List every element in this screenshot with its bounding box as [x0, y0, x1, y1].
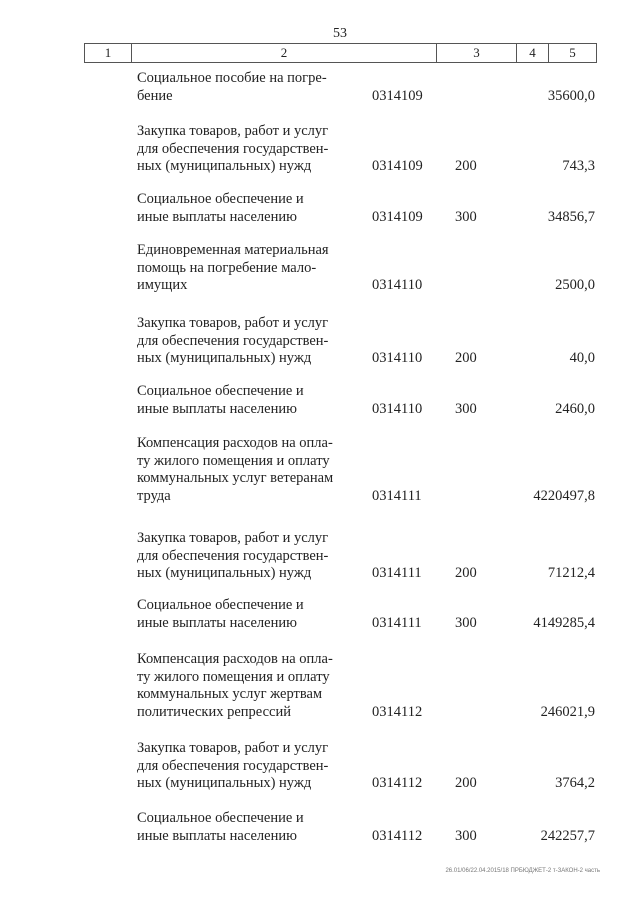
- item-name-line: помощь на погребение мало-: [137, 259, 317, 276]
- item-name: [137, 810, 344, 845]
- item-type: 300: [455, 614, 477, 631]
- item-name-line: имущих: [137, 277, 188, 293]
- page-number: 53: [333, 26, 347, 41]
- item-name: [137, 530, 344, 583]
- footer-stamp: 26.01/06/22.04.2015/18 ПРБЮДЖЕТ-2 т-ЗАКОН-2 часть: [445, 868, 600, 874]
- item-type: 200: [455, 775, 477, 791]
- item-name-line: ту жилого помещения и оплату: [137, 668, 330, 685]
- item-type: 300: [455, 400, 477, 417]
- item-amount: 743,3: [562, 158, 595, 174]
- column-header-1: 1: [85, 44, 132, 62]
- column-header-2: 2: [132, 44, 437, 62]
- column-header-4: 4: [517, 44, 549, 62]
- column-header-3: 3: [437, 44, 517, 62]
- item-name-line: ных (муниципальных) нужд: [137, 565, 312, 581]
- item-name-line: ту жилого помещения и оплату: [137, 452, 330, 469]
- item-name-line: Закупка товаров, работ и услуг: [137, 740, 329, 756]
- item-code: 0314112: [372, 827, 423, 844]
- item-amount: 4149285,4: [533, 614, 595, 631]
- item-name-line: Закупка товаров, работ и услуг: [137, 123, 329, 139]
- item-name-line: Единовременная материальная: [137, 242, 329, 258]
- item-name-line: Социальное обеспечение и: [137, 597, 304, 613]
- item-name-line: коммунальных услуг жертвам: [137, 686, 323, 702]
- item-name-line: иные выплаты населению: [137, 827, 297, 844]
- item-name-line: для обеспечения государствен-: [137, 332, 329, 349]
- item-amount: 2500,0: [555, 277, 595, 293]
- item-code: 0314109: [372, 158, 423, 174]
- item-amount: 242257,7: [540, 827, 595, 844]
- item-name-line: иные выплаты населению: [137, 400, 297, 417]
- item-code: 0314110: [372, 350, 423, 366]
- item-name: [137, 70, 344, 105]
- item-type: 300: [455, 827, 477, 844]
- item-name: [137, 597, 344, 632]
- item-amount: 40,0: [569, 350, 595, 366]
- item-name-line: Компенсация расходов на опла-: [137, 435, 333, 451]
- item-name-line: Социальное обеспечение и: [137, 810, 304, 826]
- item-name-line: Социальное обеспечение и: [137, 383, 304, 399]
- item-name-line: Социальное пособие на погре-: [137, 70, 327, 86]
- item-type: 200: [455, 350, 477, 366]
- item-name-line: коммунальных услуг ветеранам: [137, 470, 334, 486]
- item-type: 200: [455, 158, 477, 174]
- item-name-line: бение: [137, 87, 173, 104]
- item-amount: 3764,2: [555, 775, 595, 791]
- item-name: [137, 651, 344, 721]
- item-name-line: ных (муниципальных) нужд: [137, 350, 312, 366]
- item-amount: 34856,7: [547, 208, 595, 225]
- item-name: [137, 315, 344, 368]
- item-name-line: ных (муниципальных) нужд: [137, 158, 312, 174]
- item-name: [137, 123, 344, 176]
- item-amount: 4220497,8: [533, 487, 595, 504]
- column-header-5: 5: [569, 45, 576, 60]
- item-name: [137, 191, 344, 226]
- item-code: 0314110: [372, 400, 423, 417]
- item-amount: 71212,4: [547, 565, 595, 581]
- item-name-line: ных (муниципальных) нужд: [137, 775, 312, 791]
- item-code: 0314111: [372, 487, 422, 504]
- item-amount: 2460,0: [555, 400, 595, 417]
- item-name-line: труда: [137, 487, 171, 504]
- item-code: 0314110: [372, 277, 423, 293]
- item-code: 0314112: [372, 703, 423, 720]
- item-amount: 246021,9: [540, 703, 595, 720]
- item-amount: 35600,0: [547, 87, 595, 104]
- item-name-line: политических репрессий: [137, 703, 291, 720]
- item-name-line: для обеспечения государствен-: [137, 757, 329, 774]
- item-code: 0314111: [372, 614, 422, 631]
- item-name-line: для обеспечения государствен-: [137, 547, 329, 564]
- table-header: [84, 43, 597, 63]
- item-name-line: Закупка товаров, работ и услуг: [137, 315, 329, 331]
- item-name-line: Социальное обеспечение и: [137, 191, 304, 207]
- item-type: 200: [455, 565, 477, 581]
- item-code: 0314109: [372, 87, 423, 104]
- item-name: [137, 740, 344, 793]
- item-name: [137, 242, 344, 295]
- item-name-line: иные выплаты населению: [137, 208, 297, 225]
- item-name-line: Закупка товаров, работ и услуг: [137, 530, 329, 546]
- item-type: 300: [455, 208, 477, 225]
- item-code: 0314112: [372, 775, 423, 791]
- item-code: 0314109: [372, 208, 423, 225]
- item-name: [137, 383, 344, 418]
- item-code: 0314111: [372, 565, 422, 581]
- item-name-line: Компенсация расходов на опла-: [137, 651, 333, 667]
- item-name-line: для обеспечения государствен-: [137, 140, 329, 157]
- item-name-line: иные выплаты населению: [137, 614, 297, 631]
- item-name: [137, 435, 344, 505]
